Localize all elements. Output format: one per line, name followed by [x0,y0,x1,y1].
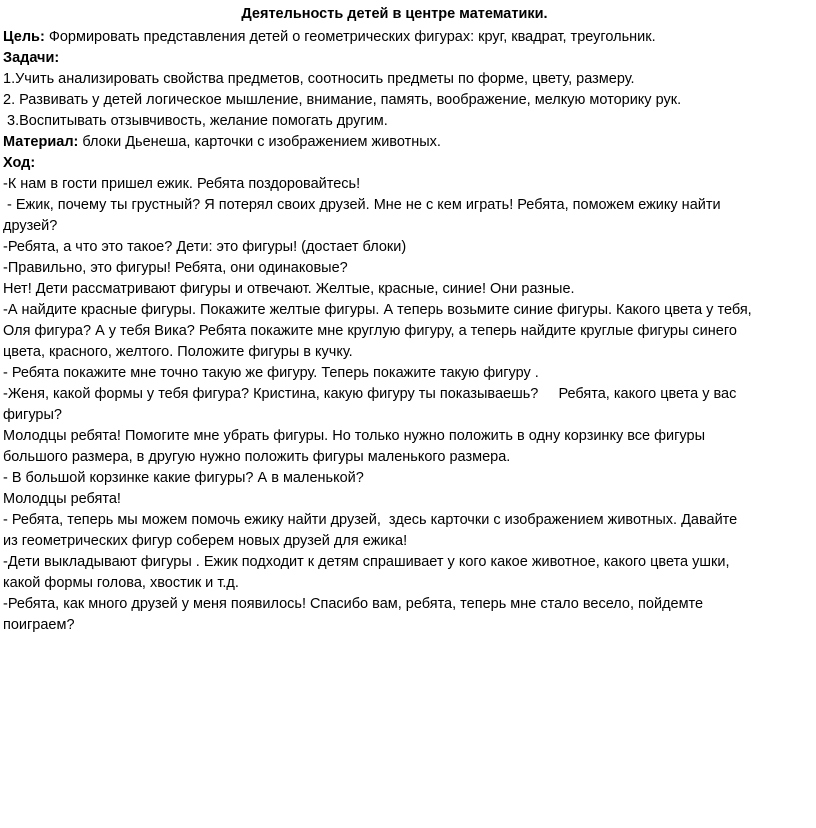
progress-line: Оля фигура? А у тебя Вика? Ребята покажите мне круглую фигуру, а теперь найдите круглые фигуры синего [3,323,737,339]
progress-line: -Женя, какой формы у тебя фигура? Кристина, какую фигуру ты показываешь? Ребята, какого цвета у вас [3,386,737,402]
progress-label: Ход: [3,155,36,171]
goal-line [3,27,816,48]
progress-line: -К нам в гости пришел ежик. Ребята поздоровайтесь! [3,176,361,192]
progress-line: Молодцы ребята! [3,491,121,507]
progress-line: цвета, красного, желтого. Положите фигуры в кучку. [3,344,353,360]
progress-line: - Ребята, теперь мы можем помочь ежику найти друзей, здесь карточки с изображением животных. Давайте [3,512,738,528]
task-item: 3.Воспитывать отзывчивость, желание помогать другим. [3,113,388,129]
progress-line: -Правильно, это фигуры! Ребята, они одинаковые? [3,260,348,276]
progress-line: из геометрических фигур соберем новых друзей для ежика! [3,533,408,549]
progress-line: большого размера, в другую нужно положить фигуры маленького размера. [3,449,511,465]
progress-line: -Ребята, как много друзей у меня появилось! Спасибо вам, ребята, теперь мне стало весело, пойдемте [3,596,704,612]
goal-text: Формировать представления детей о геометрических фигурах: круг, квадрат, треугольник. [44,29,656,45]
document-title: Деятельность детей в центре математики. [241,6,548,22]
tasks-label: Задачи: [3,50,60,66]
progress-line: -Дети выкладывают фигуры . Ежик подходит к детям спрашивает у кого какое животное, какого цвета ушки, [3,554,730,570]
progress-line: фигуры? [3,407,62,423]
progress-line: - В большой корзинке какие фигуры? А в маленькой? [3,470,364,486]
progress-line: Нет! Дети рассматривают фигуры и отвечают. Желтые, красные, синие! Они разные. [3,281,575,297]
material-label: Материал: [3,134,79,150]
progress-line: -А найдите красные фигуры. Покажите желтые фигуры. А теперь возьмите синие фигуры. Какого цвета у тебя, [3,302,752,318]
progress-line: - Ежик, почему ты грустный? Я потерял своих друзей. Мне не с кем играть! Ребята, поможем ежику найти [3,197,721,213]
task-item: 1.Учить анализировать свойства предметов, соотносить предметы по форме, цвету, размеру. [3,71,635,87]
progress-line: друзей? [3,218,58,234]
goal-label: Цель: [3,29,45,45]
material-text: блоки Дьенеша, карточки с изображением животных. [78,134,441,150]
material-line [3,132,816,153]
progress-line: Молодцы ребята! Помогите мне убрать фигуры. Но только нужно положить в одну корзинку все фигуры [3,428,706,444]
progress-body [3,174,816,636]
progress-line: -Ребята, а что это такое? Дети: это фигуры! (достает блоки) [3,239,407,255]
progress-line: - Ребята покажите мне точно такую же фигуру. Теперь покажите такую фигуру . [3,365,539,381]
progress-line: какой формы голова, хвостик и т.д. [3,575,239,591]
progress-line: поиграем? [3,617,75,633]
task-item: 2. Развивать у детей логическое мышление, внимание, память, воображение, мелкую моторику рук. [3,92,682,108]
